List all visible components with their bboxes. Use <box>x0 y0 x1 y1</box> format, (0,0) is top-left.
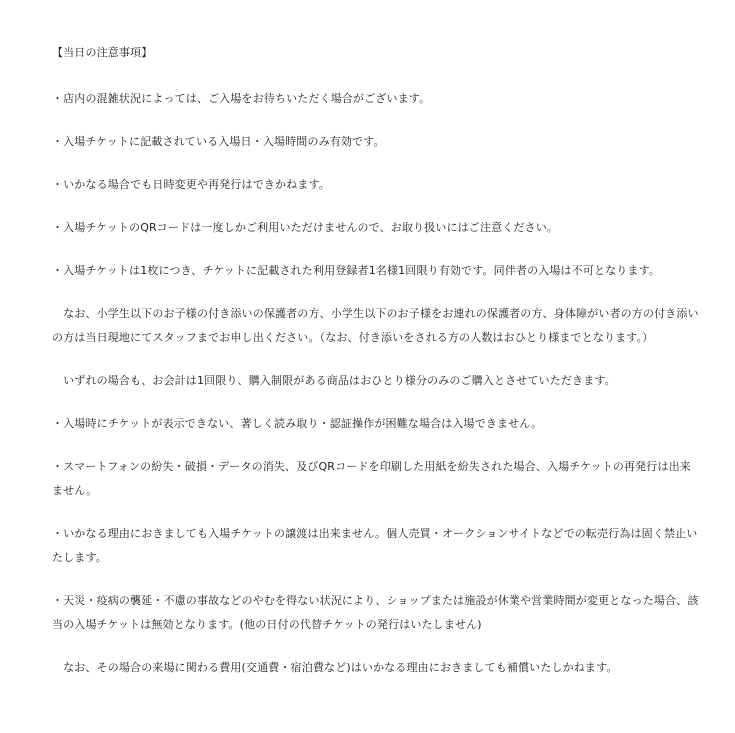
notice-item-line: 当の入場チケットは無効となります。(他の日付の代替チケットの発行はいたしません) <box>52 618 482 631</box>
notice-item-line: ・入場チケットに記載されている入場日・入場時間のみ有効です。 <box>52 135 385 148</box>
notice-item-line: ・店内の混雑状況によっては、ご入場をお待ちいただく場合がございます。 <box>52 92 431 105</box>
notice-heading: 【当日の注意事項】 <box>52 46 153 59</box>
notice-item-line: ・スマートフォンの紛失・破損・データの消失、及びQRコードを印刷した用紙を紛失された場合、入場チケットの再発行は出来 <box>52 460 691 473</box>
notice-item-qr-once <box>52 216 702 240</box>
notice-item-companion <box>52 302 702 350</box>
notice-item-disaster <box>52 589 702 637</box>
notice-item-line: ・入場チケットのQRコードは一度しかご利用いただけませんので、お取り扱いにはご注意ください。 <box>52 221 558 234</box>
notice-item-no-compensation <box>52 656 702 680</box>
notice-item-display-fail <box>52 412 702 436</box>
notice-item-line: の方は当日現地にてスタッフまでお申し出ください。（なお、付き添いをされる方の人数はおひとり様までとなります。） <box>52 331 654 344</box>
notice-item-line: ・いかなる理由におきましても入場チケットの譲渡は出来ません。個人売買・オークションサイトなどでの転売行為は固く禁止い <box>52 527 698 540</box>
notice-item-line: ・天災・疫病の襲延・不慮の事故などのやむを得ない状況により、ショップまたは施設が休業や営業時間が変更となった場合、該 <box>52 594 699 607</box>
notice-item-line: ません。 <box>52 484 98 497</box>
notice-item-no-transfer <box>52 522 702 570</box>
notice-item-line: ・いかなる場合でも日時変更や再発行はできかねます。 <box>52 178 330 191</box>
notice-item-checkout-limit <box>52 369 702 393</box>
notice-item-line: なお、小学生以下のお子様の付き添いの保護者の方、小学生以下のお子様をお連れの保護者の方、身体障がい者の方の付き添い <box>52 307 699 320</box>
notice-item-valid-date <box>52 130 702 154</box>
notice-item-no-change <box>52 173 702 197</box>
notice-document <box>52 44 702 699</box>
notice-item-line: ・入場チケットは1枚につき、チケットに記載された利用登録者1名様1回限り有効です。同伴者の入場は不可となります。 <box>52 264 660 277</box>
notice-item-line: ・入場時にチケットが表示できない、著しく読み取り・認証操作が困難な場合は入場できません。 <box>52 417 543 430</box>
notice-item-line: いずれの場合も、お会計は1回限り、購入制限がある商品はおひとり様分のみのご購入とさせていただきます。 <box>52 374 616 387</box>
notice-item-line: たします。 <box>52 551 107 564</box>
notice-item-line: なお、その場合の来場に関わる費用(交通費・宿泊費など)はいかなる理由におきましても補償いたしかねます。 <box>52 661 618 674</box>
notice-item-crowding <box>52 87 702 111</box>
notice-item-lost-phone <box>52 455 702 503</box>
notice-item-one-person <box>52 259 702 283</box>
